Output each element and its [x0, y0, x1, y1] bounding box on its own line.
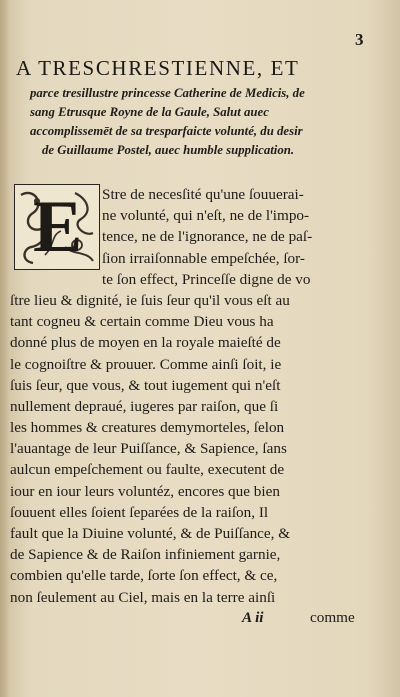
dedication-line: accomplissemēt de sa tresparfaicte volunté, du desir: [30, 124, 303, 138]
text-line: ne volunté, qui n'eſt, ne de l'impo-: [102, 207, 310, 225]
text-line: tant cogneu & certain comme Dieu vous ha: [10, 313, 274, 331]
text-line: ſouuent elles ſoient ſeparées de la raiſon, Il: [10, 503, 269, 521]
text-line: fault que la Diuine volunté, & de Puiſſance, &: [10, 525, 291, 542]
initial-letter: E: [33, 186, 83, 268]
page-number: 3: [355, 30, 364, 49]
dedication-line: de Guillaume Postel, auec humble supplication.: [42, 143, 295, 157]
signature-mark: A ii: [242, 609, 264, 626]
text-line: donné plus de moyen en la royale maieſté de: [10, 334, 281, 352]
text-line: combien qu'elle tarde, ſorte ſon effect, & ce,: [10, 567, 278, 585]
dedication-line: parce tresillustre princesse Catherine de Medicis, de: [30, 86, 305, 100]
text-line: les hommes & creatures demymorteles, ſelon: [10, 419, 285, 437]
catchword: comme: [310, 609, 355, 626]
text-line: tence, ne de l'ignorance, ne de paſ-: [102, 228, 313, 246]
text-line: aulcun empeſchement ou faulte, executent de: [10, 461, 285, 479]
text-line: iour en iour leurs voluntéz, encores que bien: [10, 482, 280, 500]
body-text: [10, 184, 362, 608]
text-line: le cognoiſtre & prouuer. Comme ainſi ſoit, ie: [10, 355, 282, 373]
page-title: A TRESCHRESTIENNE, ET: [16, 56, 300, 80]
dedication-line: sang Etrusque Royne de la Gaule, Salut auec: [30, 105, 269, 119]
text-line: te ſon effect, Princeſſe digne de vo: [102, 270, 311, 288]
text-line: Stre de necesſité qu'une ſouuerai-: [102, 186, 304, 203]
text-line: non ſeulement au Ciel, mais en la terre ainſi: [10, 588, 276, 606]
text-line: l'auantage de leur Puiſſance, & Sapience, ſans: [10, 440, 287, 458]
gutter-shadow: [0, 0, 10, 697]
text-line: ſion irraiſonnable empeſchée, ſor-: [102, 249, 305, 267]
text-line: ſtre lieu & dignité, ie ſuis ſeur qu'il vous eſt au: [10, 291, 290, 309]
dedication-block: [30, 84, 370, 160]
text-line: nullement depraué, iugeres par raiſon, que ſi: [10, 397, 279, 415]
text-line: de Sapience & de Raiſon infiniement garnie,: [10, 546, 281, 564]
text-line: ſuis ſeur, que vous, & tout iugement qui n'eſt: [10, 376, 281, 394]
